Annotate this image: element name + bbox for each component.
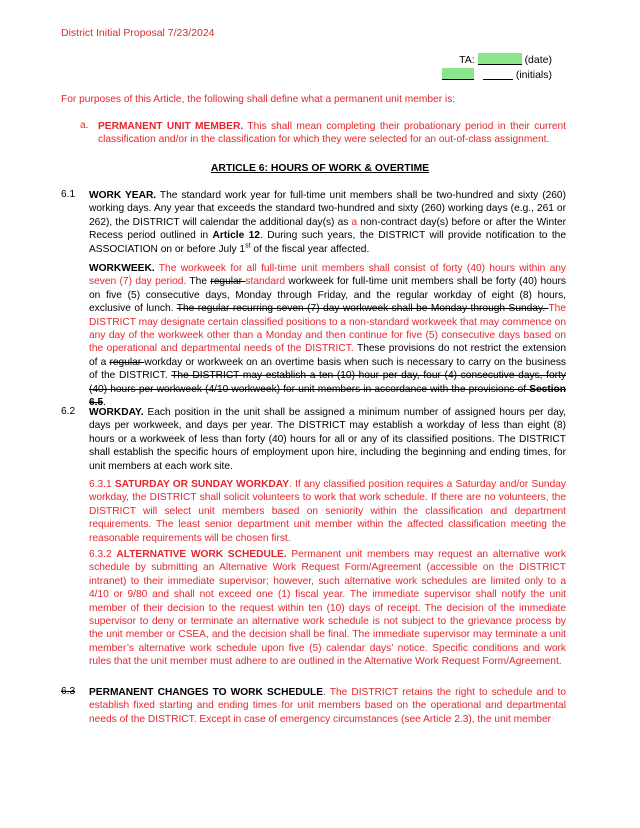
workweek-text-4: workday or workweek on an overtime basis when such is necessary to carry on the business of the DISTRICT. [89, 356, 567, 382]
workweek-heading: WORKWEEK. [89, 263, 155, 274]
ta-signature-block [442, 53, 552, 83]
workweek-inserted-1: The workweek for all full-time unit members shall consist of forty (40) hours within any seven (7) day period. [89, 263, 566, 288]
saturday-sunday-heading: SATURDAY OR SUNDAY WORKDAY [114, 479, 290, 490]
definition-text: This shall mean completing their probationary period in their current classification and/or in the classification for which they were selected for an out-of-class assignment. [98, 121, 566, 146]
workday-text: Each position in the unit shall be assigned a minimum number of assigned hours per day, days per workweek, and days per year. The DISTRICT may establish a workday of less than eight (8) hours or a workweek of less than forty (40) hours for all or any of its classified positions. The DISTRICT shall establish the specific hours of employment upon hire, including the beginning and ending times, for unit members at each work site. [89, 407, 566, 472]
permanent-changes-heading: PERMANENT CHANGES TO WORK SCHEDULE [89, 687, 324, 698]
ta-initials-line [442, 68, 552, 83]
ordinal-suffix: st [245, 242, 251, 250]
alternative-schedule-text: Permanent unit members may request an alternative work schedule by submitting an Alternative Work Request Form/Agreement (accessible on the DISTRICT intranet) to their immediate supervisor; however, such alternative work schedules are limited only to a 4/10 or 9/80 and shall not exceed one (1) fiscal year. The immediate supervisor shall notify the unit member of their decision to the request within ten (10) days of receipt. The decision of the immediate supervisor to deny or terminate an alternative work schedule is not subject to the grievance process by the unit member or CSEA, and the decision shall be final. The immediate supervisor may terminate a unit member’s alternative work schedule upon five (5) calendar days’ notice. Specific conditions and work rules that the unit member must adhere to are outlined in the Alternative Work Request Form/Agreement. [89, 549, 566, 668]
workweek-deleted-sentence-1: The regular recurring seven (7) day workweek shall be Monday through Sunday. [176, 303, 549, 315]
permanent-changes-text: The DISTRICT retains the right to schedule and to establish fixed starting and ending times for unit members based on the operational and departmental needs of the DISTRICT. Except in case of emergency circumstances (see Article 2.3), the unit member [89, 687, 566, 725]
workweek-deleted-sentence-2: The DISTRICT may establish a ten (10) hour per day, four (4) consecutive days, forty (40) hours per workweek (4/10 workweek) for unit members in accordance with the provisions of [89, 370, 566, 395]
workweek-text-1: The [186, 276, 211, 288]
work-year-text-1: The standard work year for full-time unit members shall be two-hundred and sixty (260) working days. Any year that exceeds the standard two-hundred and sixty (260) working days (e.g., 261 or 262), the DISTRICT will calendar the additional day(s) as [89, 190, 566, 228]
definition-label: a. [80, 120, 89, 131]
ta-date-blank[interactable] [478, 53, 522, 65]
ta-date-line [442, 53, 552, 68]
definition-term: PERMANENT UNIT MEMBER. [98, 121, 244, 132]
section-number-6-3-1: 6.3.1 [89, 479, 112, 490]
workweek-deleted-regular-2: regular [109, 356, 145, 368]
section-number-6-3-2: 6.3.2 [89, 549, 112, 560]
work-year-paragraph [89, 189, 566, 256]
proposal-header: District Initial Proposal 7/23/2024 [61, 27, 215, 39]
article-title: ARTICLE 6: HOURS OF WORK & OVERTIME [210, 163, 430, 174]
section-number-6-3 [61, 686, 75, 697]
ta-label: TA: [459, 54, 475, 66]
section-6-5-ref: Section 6.5 [89, 383, 566, 409]
article-12-ref: Article 12 [212, 230, 260, 242]
saturday-sunday-text: . If any classified position requires a Saturday and/or Sunday workday, the DISTRICT shall solicit volunteers to work that work schedule. If there are no volunteers, the DISTRICT will select unit members based on seniority within the classification and department requirements. The least senior department unit member within the affected classification meeting the reasonable requirements will be chosen first. [89, 479, 566, 544]
intro-paragraph: For purposes of this Article, the following shall define what a permanent unit member is: [61, 94, 456, 105]
work-year-text-4: of the fiscal year affected. [250, 243, 370, 255]
work-year-heading: WORK YEAR. [89, 190, 157, 201]
workweek-text-2: workweek for full-time unit members shall be forty (40) hours on five (5) consecutive days, Monday through Friday, and the regular workday of eight (8) hours, exclusive of lunch. [89, 276, 566, 315]
alternative-schedule-heading: ALTERNATIVE WORK SCHEDULE. [116, 549, 287, 560]
definition-paragraph [98, 120, 566, 147]
date-label: (date) [524, 54, 552, 66]
saturday-sunday-paragraph [89, 478, 566, 545]
workweek-deleted-regular: regular [210, 276, 246, 288]
workweek-text-5: . [103, 397, 107, 409]
workweek-paragraph [89, 262, 566, 409]
workweek-text-3: These provisions do not restrict the extension of a [89, 343, 567, 368]
work-year-text-3: . During such years, the DISTRICT will provide notification to the ASSOCIATION on or before July 1 [89, 230, 567, 255]
workweek-inserted-standard: standard [245, 276, 286, 288]
workweek-inserted-3: The DISTRICT may designate certain classified positions to a non-standard workweek that may commence on any day of the workweek other than a Monday and then continue for five (5) consecutive days based on the operational and departmental needs of the DISTRICT. [89, 303, 566, 355]
initials-label: (initials) [515, 69, 552, 81]
permanent-changes-paragraph [89, 686, 566, 726]
association-initials-blank[interactable] [483, 68, 513, 80]
work-year-inserted-a: a [351, 216, 358, 228]
district-initials-blank[interactable] [442, 68, 474, 80]
section-number-6-1: 6.1 [61, 189, 76, 200]
section-number-6-2: 6.2 [61, 406, 76, 417]
workday-heading: WORKDAY. [89, 407, 144, 418]
work-year-text-2: non-contract day(s) before or after the Winter Recess period outlined in [89, 216, 567, 242]
permanent-changes-inserted-period: . [323, 687, 326, 698]
section-number-6-3-deleted: 6.3 [61, 686, 76, 697]
alternative-schedule-paragraph [89, 548, 566, 669]
workday-paragraph [89, 406, 566, 473]
